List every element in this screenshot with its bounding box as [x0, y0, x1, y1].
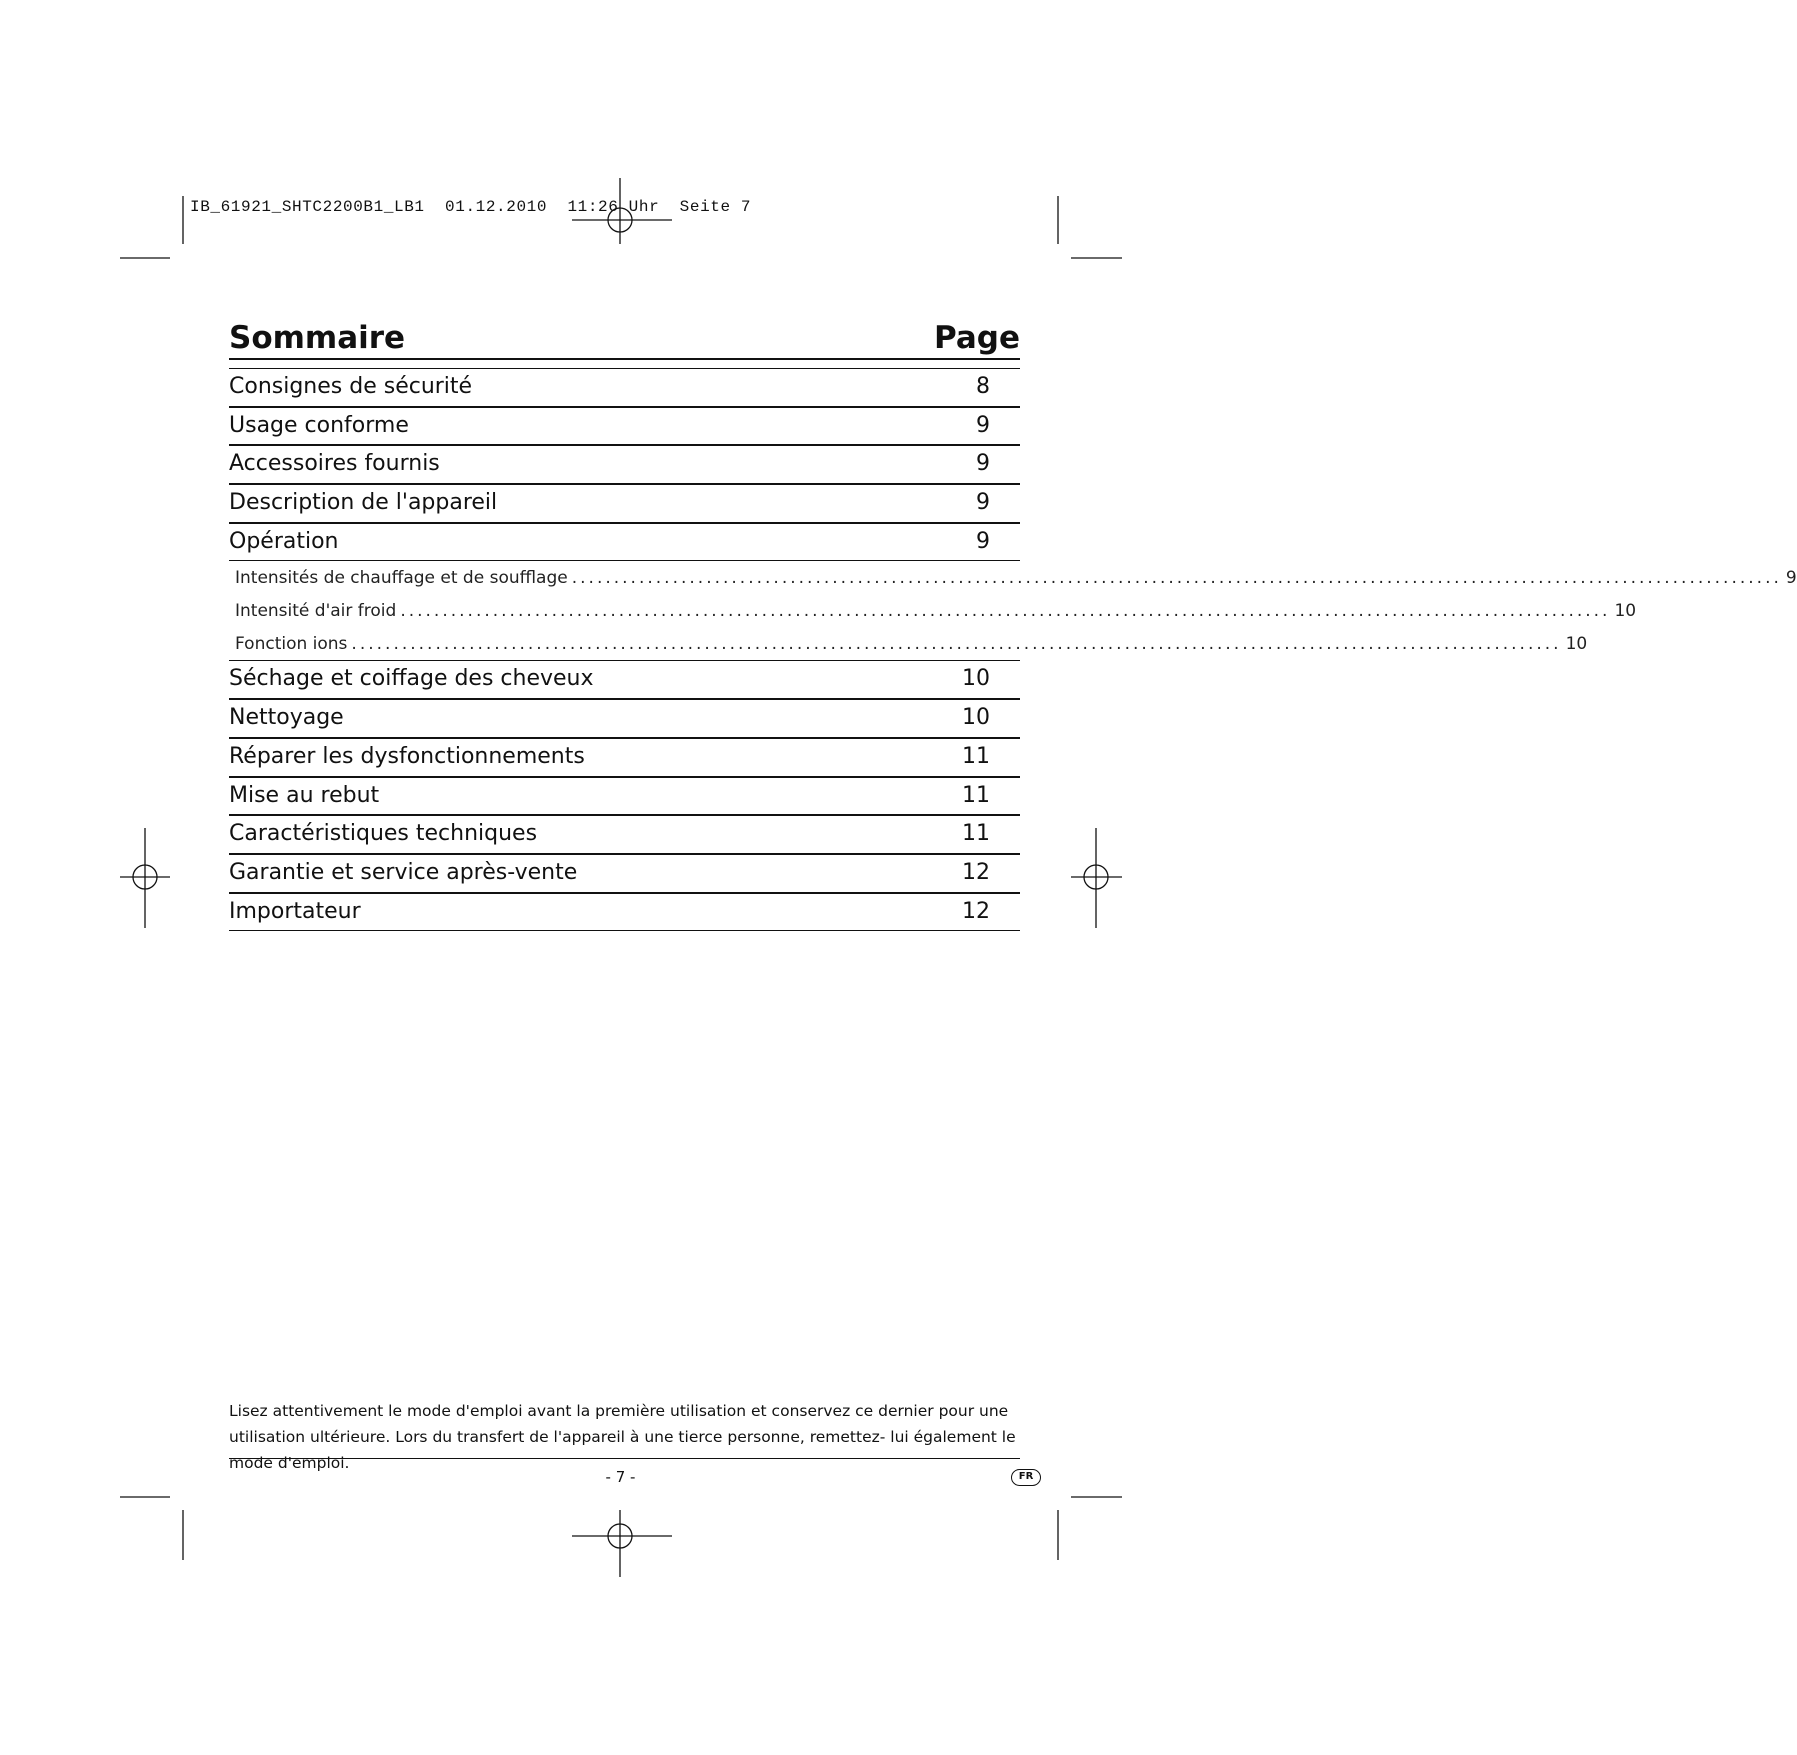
toc-subentry[interactable]: [229, 561, 1797, 594]
toc-entry[interactable]: [229, 484, 1020, 523]
toc-entry-page: 12: [962, 898, 990, 924]
toc-entry-page: 10: [962, 705, 990, 731]
toc-entry-page: 9: [976, 490, 990, 516]
toc-entry-label: Garantie et service après-vente: [229, 859, 578, 885]
print-slug: IB_61921_SHTC2200B1_LB1 01.12.2010 11:26 Uhr Seite 7: [190, 198, 752, 216]
toc-subentry[interactable]: [229, 594, 1637, 627]
toc-entry-page: 8: [976, 374, 990, 399]
toc-entry-label: Usage conforme: [229, 412, 409, 438]
toc-subentry-page: 10: [1565, 633, 1588, 654]
footer-divider: [229, 1458, 1020, 1459]
toc-entry-page: 9: [976, 528, 990, 554]
toc-entry[interactable]: [229, 815, 1020, 854]
dot-leader: ................................................................................................................................................: [400, 600, 1611, 621]
toc-entry-label: Mise au rebut: [229, 782, 380, 808]
toc-entry-label: Importateur: [229, 898, 361, 924]
usage-note: Lisez attentivement le mode d'emploi avant la première utilisation et conservez ce dernier pour une utilisation ultérieure. Lors du transfert de l'appareil à une tierce personne, remettez- lui également le mode d'emploi.: [229, 1402, 1016, 1472]
toc-subentry[interactable]: [229, 627, 1588, 660]
toc-entry-page: 11: [962, 821, 990, 847]
toc-entry-page: 12: [962, 859, 990, 885]
toc-entry[interactable]: [229, 445, 1020, 484]
toc-entry[interactable]: [229, 523, 1020, 562]
toc-subentry-page: 10: [1614, 600, 1637, 621]
toc-entry-label: Réparer les dysfonctionnements: [229, 743, 585, 769]
dot-leader: ................................................................................................................................................: [351, 633, 1562, 654]
toc-entry[interactable]: [229, 854, 1020, 893]
toc-entry[interactable]: [229, 777, 1020, 816]
toc-title-row: [229, 318, 1020, 360]
toc-entry-page: 11: [962, 743, 990, 769]
toc-entry[interactable]: [229, 893, 1020, 932]
toc-entry[interactable]: [229, 699, 1020, 738]
toc-entry-label: Caractéristiques techniques: [229, 821, 538, 847]
toc-title: Sommaire: [229, 320, 406, 356]
toc-entry-page: 9: [976, 451, 990, 477]
language-badge: FR: [1011, 1469, 1041, 1486]
toc-subentry-label: Intensités de chauffage et de soufflage: [235, 567, 568, 588]
toc-subentry-label: Fonction ions: [235, 633, 348, 654]
toc-entry-page: 11: [962, 782, 990, 808]
page-number: - 7 -: [605, 1468, 636, 1486]
toc-entry-label: Description de l'appareil: [229, 490, 498, 516]
toc-entry[interactable]: [229, 660, 1020, 699]
toc-entry-page: 10: [962, 666, 990, 692]
toc-entry-label: Accessoires fournis: [229, 451, 440, 477]
toc-entry-page: 9: [976, 412, 990, 438]
toc-entry-label: Opération: [229, 528, 339, 554]
toc-entry[interactable]: [229, 738, 1020, 777]
toc-subentry-page: 9: [1785, 567, 1797, 588]
table-of-contents: [229, 368, 1797, 931]
toc-entry[interactable]: [229, 407, 1020, 446]
toc-entry[interactable]: [229, 368, 1020, 407]
toc-entry-label: Séchage et coiffage des cheveux: [229, 666, 594, 692]
toc-page-heading: Page: [933, 320, 1020, 356]
toc-subentry-label: Intensité d'air froid: [235, 600, 397, 621]
toc-entry-label: Consignes de sécurité: [229, 374, 473, 399]
toc-entry-label: Nettoyage: [229, 705, 344, 731]
dot-leader: ................................................................................................................................................: [571, 567, 1782, 588]
